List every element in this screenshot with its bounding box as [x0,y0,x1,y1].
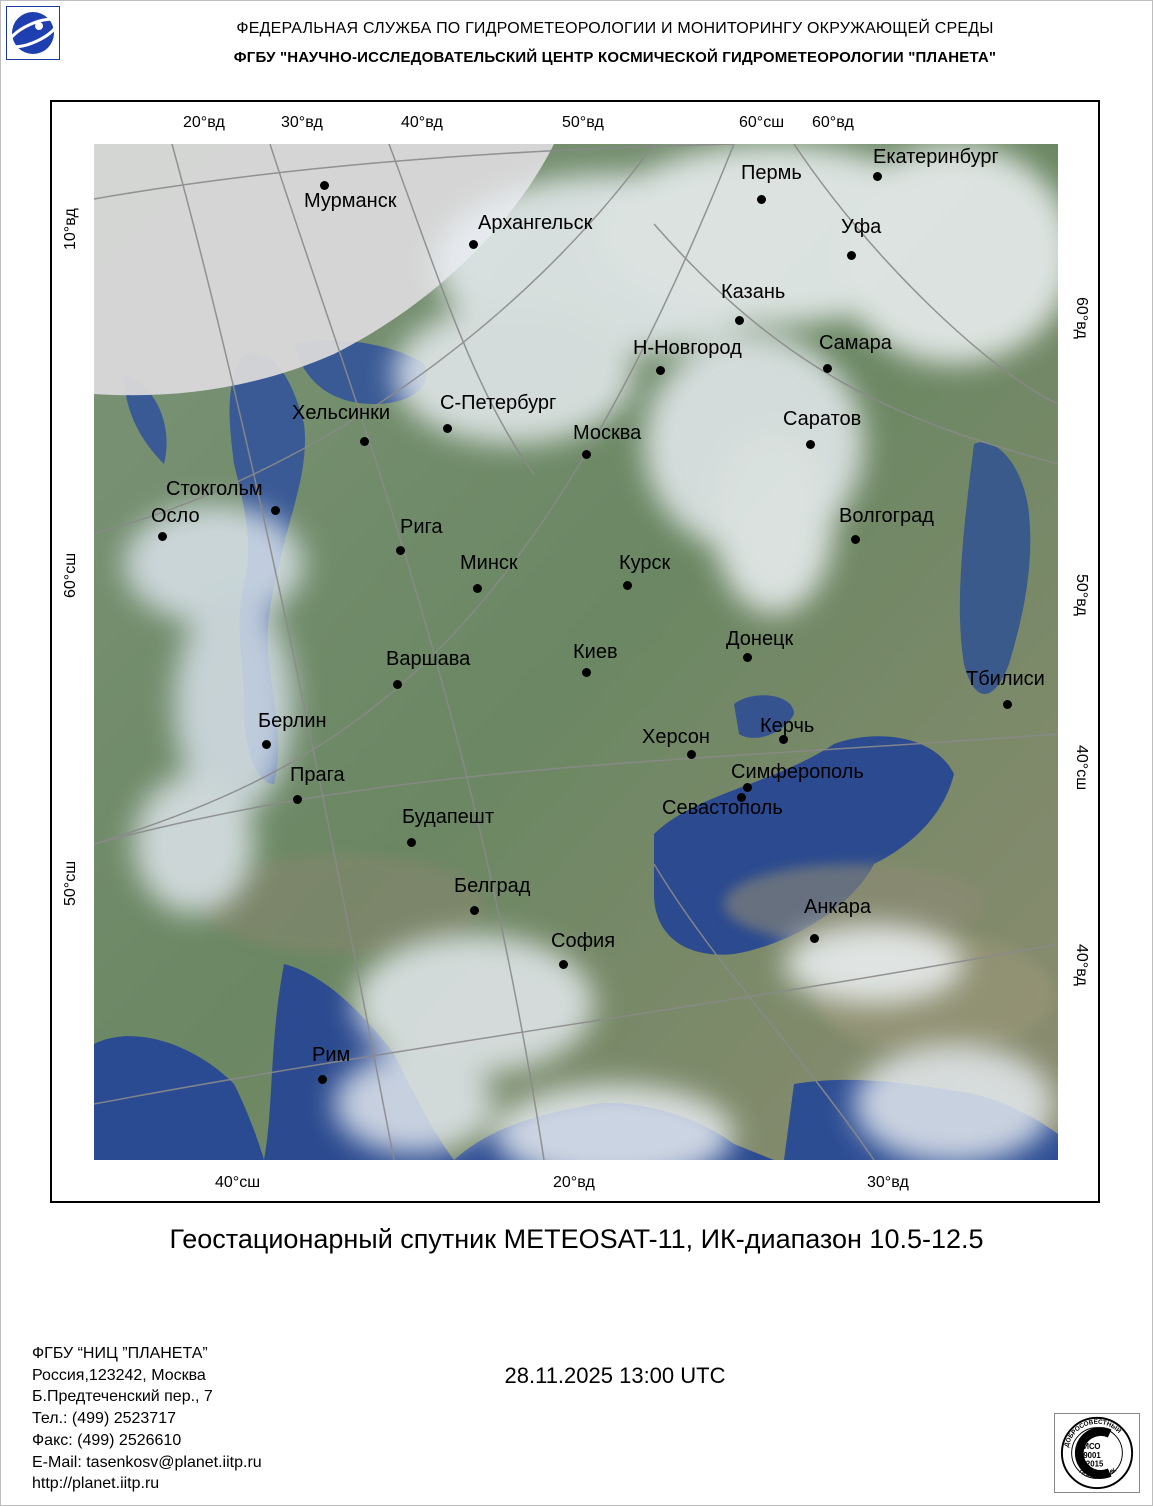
grid-label-top-60e: 60°вд [812,114,854,131]
city-label-donetsk: Донецк [726,628,794,650]
city-dot-rome [318,1075,327,1084]
city-dot-donetsk [743,653,752,662]
city-label-oslo: Осло [151,505,200,527]
city-label-sevastopol: Севастополь [662,797,783,819]
city-dot-kherson [687,750,696,759]
contact-address-1: Россия,123242, Москва [32,1366,206,1384]
city-dot-warsaw [393,680,402,689]
city-label-arkhangelsk: Архангельск [478,212,593,234]
city-label-sofia: София [551,930,616,952]
observation-timestamp: 28.11.2025 13:00 UTC [504,1363,726,1388]
city-label-n-novgorod: Н-Новгород [633,337,742,359]
header-agency: ФЕДЕРАЛЬНАЯ СЛУЖБА ПО ГИДРОМЕТЕОРОЛОГИИ И МОНИТОРИНГУ ОКРУЖАЮЩЕЙ СРЕДЫ [236,20,994,37]
grid-label-right-40n: 40°сш [1073,745,1090,791]
city-dot-oslo [158,532,167,541]
iso-center-line: ИСО [1083,1442,1101,1452]
city-dot-prague [293,795,302,804]
city-label-kiev: Киев [573,641,618,663]
city-dot-kiev [582,668,591,677]
city-dot-ufa [847,251,856,260]
grid-label-bottom-20e: 20°вд [553,1174,595,1191]
grid-label-top-50e: 50°вд [562,114,604,131]
iso-certification-badge [1054,1413,1140,1493]
city-dot-minsk [473,584,482,593]
city-label-kazan: Казань [721,281,786,303]
city-dot-kursk [623,581,632,590]
contact-phone: Тел.: (499) 2523717 [32,1410,176,1428]
grid-label-right-60e: 60°вд [1073,297,1090,339]
city-label-moscow: Москва [573,422,642,444]
city-label-helsinki: Хельсинки [292,402,391,424]
city-label-perm: Пермь [741,162,802,184]
grid-label-top-40e: 40°вд [401,114,443,131]
city-dot-murmansk [320,181,329,190]
city-dot-ankara [810,934,819,943]
city-dot-n-novgorod [656,366,665,375]
city-dot-stockholm [271,506,280,515]
city-dot-saratov [806,440,815,449]
contact-org: ФГБУ “НИЦ ”ПЛАНЕТА” [32,1345,208,1362]
contact-address-2: Б.Предтеченский пер., 7 [32,1388,213,1406]
city-dot-belgrade [470,906,479,915]
city-label-yekaterinburg: Екатеринбург [873,146,999,168]
city-dot-kazan [735,316,744,325]
city-label-kursk: Курск [619,552,671,574]
grid-label-right-40e: 40°вд [1073,944,1090,986]
contacts-block [32,1343,262,1495]
iso-center-line: -2015 [1083,1459,1104,1469]
header-center: ФГБУ "НАУЧНО-ИССЛЕДОВАТЕЛЬСКИЙ ЦЕНТР КОСМИЧЕСКОЙ ГИДРОМЕТЕОРОЛОГИИ "ПЛАНЕТА" [233,49,997,66]
contact-fax: Факс: (499) 2526610 [32,1431,182,1449]
contact-email[interactable]: E-Mail: tasenkosv@planet.iitp.ru [32,1453,262,1471]
city-label-rome: Рим [312,1044,351,1066]
city-label-ufa: Уфа [841,216,882,238]
city-dot-simferopol [743,783,752,792]
city-dot-berlin [262,740,271,749]
grid-label-right-50e: 50°вд [1073,574,1090,616]
city-dot-st-petersburg [443,424,452,433]
city-label-samara: Самара [819,332,892,354]
city-label-murmansk: Мурманск [304,190,397,212]
city-label-st-petersburg: С-Петербург [440,392,557,414]
city-dot-moscow [582,450,591,459]
city-dot-arkhangelsk [469,240,478,249]
grid-label-bottom-40n: 40°сш [215,1174,261,1191]
city-label-belgrade: Белград [454,875,531,897]
city-label-berlin: Берлин [258,710,327,732]
city-dot-tbilisi [1003,700,1012,709]
city-dot-budapest [407,838,416,847]
city-dot-perm [757,195,766,204]
grid-label-top-60n: 60°сш [739,114,785,131]
city-label-prague: Прага [290,764,345,786]
city-label-tbilisi: Тбилиси [966,668,1045,690]
grid-label-top-20e: 20°вд [183,114,225,131]
city-label-kherson: Херсон [642,726,710,748]
iso-center-line: 9001 [1083,1450,1101,1460]
image-caption: Геостационарный спутник METEOSAT-11, ИК-диапазон 10.5-12.5 [169,1224,984,1254]
grid-label-left-60n: 60°сш [62,552,79,598]
grid-label-left-50n: 50°сш [62,860,79,906]
iso-arc-bottom: ПОСТАВЩИК [1077,1467,1118,1481]
city-dot-sofia [559,960,568,969]
city-label-kerch: Керчь [760,715,815,737]
city-label-minsk: Минск [460,552,518,574]
city-dot-yekaterinburg [873,172,882,181]
grid-label-top-30e: 30°вд [281,114,323,131]
city-label-simferopol: Симферополь [731,761,864,783]
city-label-stockholm: Стокгольм [166,478,263,500]
city-label-warsaw: Варшава [386,648,471,670]
city-label-riga: Рига [400,516,443,538]
planeta-logo [6,6,60,60]
city-dot-riga [396,546,405,555]
city-label-budapest: Будапешт [402,806,494,828]
city-dot-volgograd [851,535,860,544]
grid-label-left-10e: 10°вд [62,208,79,250]
city-label-volgograd: Волгоград [839,505,934,527]
city-dot-helsinki [360,437,369,446]
contact-url[interactable]: http://planet.iitp.ru [32,1475,160,1493]
iso-arc-top: ДОБРОСОВЕСТНЫЙ [1063,1418,1123,1449]
city-label-saratov: Саратов [783,408,862,430]
city-label-ankara: Анкара [804,896,871,918]
grid-label-bottom-30e: 30°вд [867,1174,909,1191]
city-dot-samara [823,364,832,373]
